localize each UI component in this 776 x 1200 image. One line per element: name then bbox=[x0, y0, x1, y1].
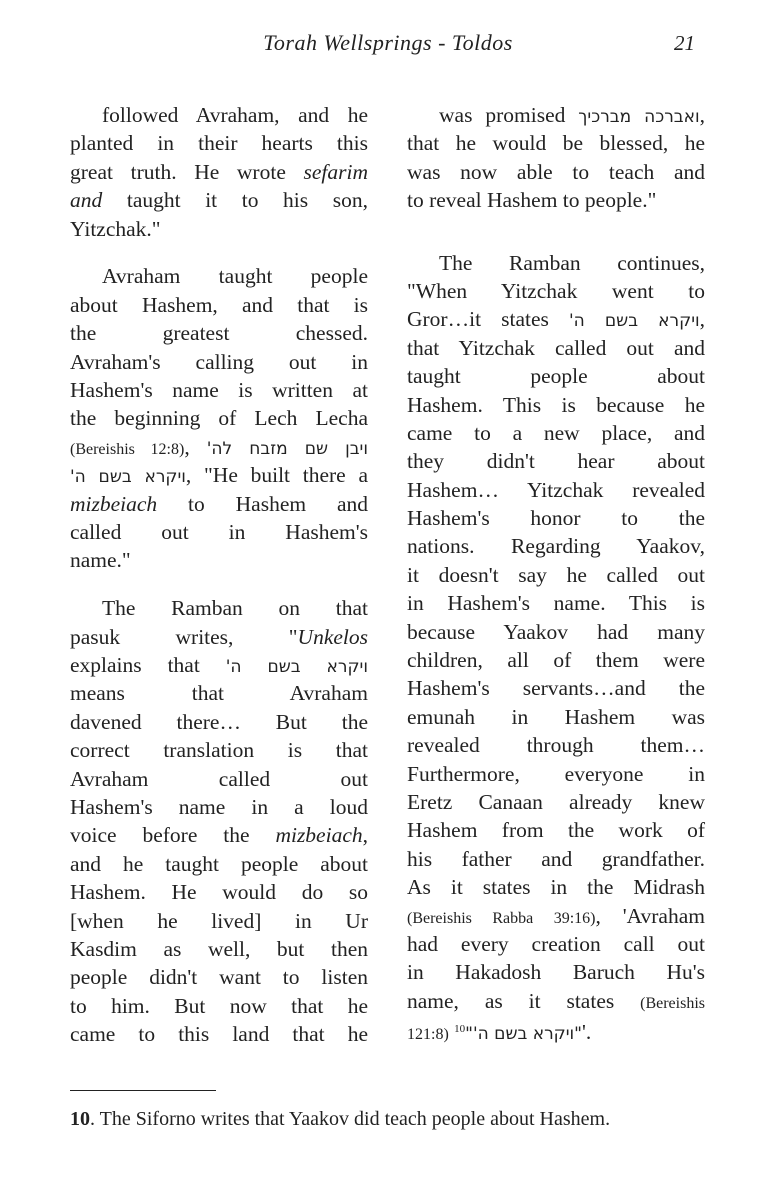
text-run: Hashem… Yitzchak revealed bbox=[407, 477, 705, 502]
text-line bbox=[70, 736, 368, 764]
text-run: , bbox=[184, 434, 207, 459]
text-line bbox=[70, 907, 368, 935]
text-run: , bbox=[699, 103, 706, 127]
text-run: Kasdim as well, but then bbox=[70, 936, 368, 961]
running-header-title: Torah Wellsprings - Toldos bbox=[263, 30, 513, 55]
text-run: voice before the bbox=[70, 823, 276, 848]
text-run: Hashem's servants…and the bbox=[407, 676, 705, 701]
text-run: Yitzchak." bbox=[70, 216, 161, 241]
paragraph bbox=[70, 262, 368, 574]
text-line bbox=[407, 334, 705, 362]
text-line bbox=[407, 589, 705, 617]
paragraph bbox=[70, 101, 368, 243]
text-run: that Yitzchak called out and bbox=[407, 335, 705, 360]
text-run: taught people about bbox=[407, 364, 705, 389]
text-line bbox=[407, 760, 705, 788]
text-run: taught it to his son, bbox=[102, 188, 368, 213]
hebrew-quote: "ויקרא בשם ה'" bbox=[465, 1024, 582, 1045]
text-run: they didn't hear about bbox=[407, 449, 705, 474]
text-line bbox=[407, 987, 705, 1015]
text-line bbox=[70, 319, 368, 347]
text-line bbox=[407, 186, 705, 214]
paragraph bbox=[70, 594, 368, 1048]
text-run: Gror…it states bbox=[407, 307, 569, 332]
text-run: Avraham's calling out in bbox=[70, 349, 368, 374]
text-line bbox=[70, 291, 368, 319]
source-citation: 121:8) bbox=[407, 1026, 449, 1044]
text-line bbox=[407, 476, 705, 504]
right-column bbox=[407, 101, 705, 1044]
text-run: his father and grandfather. bbox=[407, 846, 705, 871]
text-run: Hashem's name is written at bbox=[70, 378, 368, 403]
text-run: about Hashem, and that is bbox=[70, 292, 368, 317]
text-run: Avraham taught people bbox=[102, 264, 368, 289]
footnote bbox=[70, 1108, 610, 1131]
text-run: planted in their hearts this bbox=[70, 131, 368, 156]
footnote-number: 10 bbox=[70, 1108, 90, 1130]
text-line bbox=[407, 958, 705, 986]
text-run: was promised bbox=[439, 103, 579, 127]
text-run: , bbox=[362, 823, 368, 848]
text-line bbox=[407, 362, 705, 390]
text-line bbox=[407, 788, 705, 816]
text-run: sefarim bbox=[303, 159, 368, 184]
text-run: it doesn't say he called out bbox=[407, 562, 705, 587]
paragraph bbox=[407, 101, 705, 215]
text-line bbox=[70, 651, 368, 679]
text-run: children, all of them were bbox=[407, 648, 705, 673]
source-citation: (Bereishis 12:8) bbox=[70, 440, 185, 458]
text-run: , "He built there a bbox=[185, 463, 369, 488]
text-run: had every creation call out bbox=[407, 931, 705, 956]
text-run: came to a new place, and bbox=[407, 420, 705, 445]
text-run: that he would be blessed, he bbox=[407, 131, 705, 156]
hebrew-quote: ויבן שם מזבח לה' bbox=[206, 438, 368, 459]
text-run: in Hashem's name. This is bbox=[407, 591, 705, 616]
text-run: means that Avraham bbox=[70, 681, 368, 706]
text-line bbox=[407, 277, 705, 305]
text-run: nations. Regarding Yaakov, bbox=[407, 534, 705, 559]
text-line bbox=[70, 594, 368, 622]
text-run: [when he lived] in Ur bbox=[70, 908, 368, 933]
text-run: great truth. He wrote bbox=[70, 159, 304, 184]
hebrew-quote: ויקרא בשם ה' bbox=[569, 311, 700, 332]
text-line bbox=[407, 930, 705, 958]
text-line bbox=[407, 731, 705, 759]
source-citation: (Bereishis Rabba 39:16) bbox=[407, 909, 596, 927]
text-run: Hashem from the work of bbox=[407, 818, 705, 843]
text-line bbox=[407, 902, 705, 930]
text-line bbox=[70, 963, 368, 991]
text-line bbox=[407, 101, 705, 129]
text-run: to Hashem and bbox=[157, 491, 368, 516]
source-citation: (Bereishis bbox=[640, 994, 705, 1012]
text-line bbox=[70, 679, 368, 707]
text-run: Avraham called out bbox=[70, 766, 368, 791]
text-run: As it states in the Midrash bbox=[407, 875, 705, 900]
text-run: davened there… But the bbox=[70, 709, 368, 734]
text-run: and he taught people about bbox=[70, 851, 368, 876]
text-line bbox=[70, 992, 368, 1020]
text-line bbox=[407, 447, 705, 475]
footnote-divider bbox=[70, 1090, 216, 1091]
text-line bbox=[70, 215, 368, 243]
text-line bbox=[70, 623, 368, 651]
text-run: , 'Avraham bbox=[595, 903, 705, 928]
text-line bbox=[407, 305, 705, 333]
text-line bbox=[70, 376, 368, 404]
text-line bbox=[70, 850, 368, 878]
text-run: , bbox=[699, 307, 705, 332]
text-run: correct translation is that bbox=[70, 738, 368, 763]
hebrew-quote: ואברכה מברכיך bbox=[578, 107, 700, 127]
hebrew-quote: ויקרא בשם ה' bbox=[225, 657, 368, 678]
text-line bbox=[70, 404, 368, 432]
text-run: Hashem. This is because he bbox=[407, 392, 705, 417]
text-run: the beginning of Lech Lecha bbox=[70, 406, 368, 431]
page-number: 21 bbox=[674, 31, 695, 55]
text-run: came to this land that he bbox=[70, 1022, 368, 1047]
text-run: people didn't want to listen bbox=[70, 965, 368, 990]
text-line bbox=[407, 618, 705, 646]
text-run: name." bbox=[70, 548, 131, 573]
footnote-ref: 10 bbox=[454, 1023, 466, 1036]
text-run: called out in Hashem's bbox=[70, 519, 368, 544]
text-run: Unkelos bbox=[297, 624, 368, 649]
text-line bbox=[70, 708, 368, 736]
text-run: was now able to teach and bbox=[407, 159, 705, 184]
text-line bbox=[407, 845, 705, 873]
text-run: name, as it states bbox=[407, 988, 641, 1013]
text-line bbox=[407, 561, 705, 589]
text-line bbox=[70, 546, 368, 574]
text-line bbox=[70, 101, 368, 129]
text-run: explains that bbox=[70, 653, 226, 678]
text-run: followed Avraham, and he bbox=[102, 103, 368, 127]
text-run: to reveal Hashem to people." bbox=[407, 188, 657, 213]
text-run: to him. But now that he bbox=[70, 993, 368, 1018]
text-line bbox=[407, 646, 705, 674]
text-line bbox=[70, 793, 368, 821]
text-line bbox=[70, 518, 368, 546]
text-line bbox=[70, 262, 368, 290]
text-run: mizbeiach bbox=[275, 823, 363, 848]
hebrew-quote: ויקרא בשם ה' bbox=[70, 467, 186, 488]
text-line bbox=[407, 129, 705, 157]
text-line bbox=[407, 873, 705, 901]
left-column bbox=[70, 101, 368, 1049]
text-run: mizbeiach bbox=[70, 491, 158, 516]
text-line bbox=[407, 674, 705, 702]
text-line bbox=[407, 703, 705, 731]
text-run: Eretz Canaan already knew bbox=[407, 789, 705, 814]
text-line bbox=[70, 821, 368, 849]
text-run: "When Yitzchak went to bbox=[407, 278, 705, 303]
text-line bbox=[70, 129, 368, 157]
text-run: Furthermore, everyone in bbox=[407, 761, 705, 786]
text-run: Hashem. He would do so bbox=[70, 880, 368, 905]
text-line bbox=[407, 391, 705, 419]
text-run: The Ramban continues, bbox=[439, 250, 705, 275]
text-run: Hashem's honor to the bbox=[407, 506, 705, 531]
text-run: '. bbox=[582, 1020, 592, 1045]
text-line bbox=[407, 1015, 705, 1043]
text-line bbox=[407, 504, 705, 532]
text-line bbox=[70, 433, 368, 461]
text-run: in Hakadosh Baruch Hu's bbox=[407, 960, 705, 985]
text-run: Hashem's name in a loud bbox=[70, 794, 368, 819]
text-line bbox=[70, 348, 368, 376]
text-line bbox=[407, 532, 705, 560]
text-line bbox=[70, 490, 368, 518]
text-run: and bbox=[70, 188, 103, 213]
paragraph bbox=[407, 249, 705, 1044]
footnote-text: . The Siforno writes that Yaakov did teach people about Hashem. bbox=[90, 1108, 611, 1130]
text-run: pasuk writes, " bbox=[70, 624, 298, 649]
text-line bbox=[70, 1020, 368, 1048]
text-line bbox=[70, 765, 368, 793]
text-line bbox=[407, 419, 705, 447]
text-line bbox=[70, 158, 368, 186]
text-run: because Yaakov had many bbox=[407, 619, 705, 644]
text-line bbox=[407, 158, 705, 186]
text-line bbox=[70, 878, 368, 906]
text-run: revealed through them… bbox=[407, 733, 705, 758]
text-line bbox=[70, 461, 368, 489]
text-run: the greatest chessed. bbox=[70, 321, 368, 346]
text-run: emunah in Hashem was bbox=[407, 704, 705, 729]
text-run: The Ramban on that bbox=[102, 596, 368, 621]
text-line bbox=[407, 816, 705, 844]
text-line bbox=[70, 935, 368, 963]
text-line bbox=[70, 186, 368, 214]
text-line bbox=[407, 249, 705, 277]
